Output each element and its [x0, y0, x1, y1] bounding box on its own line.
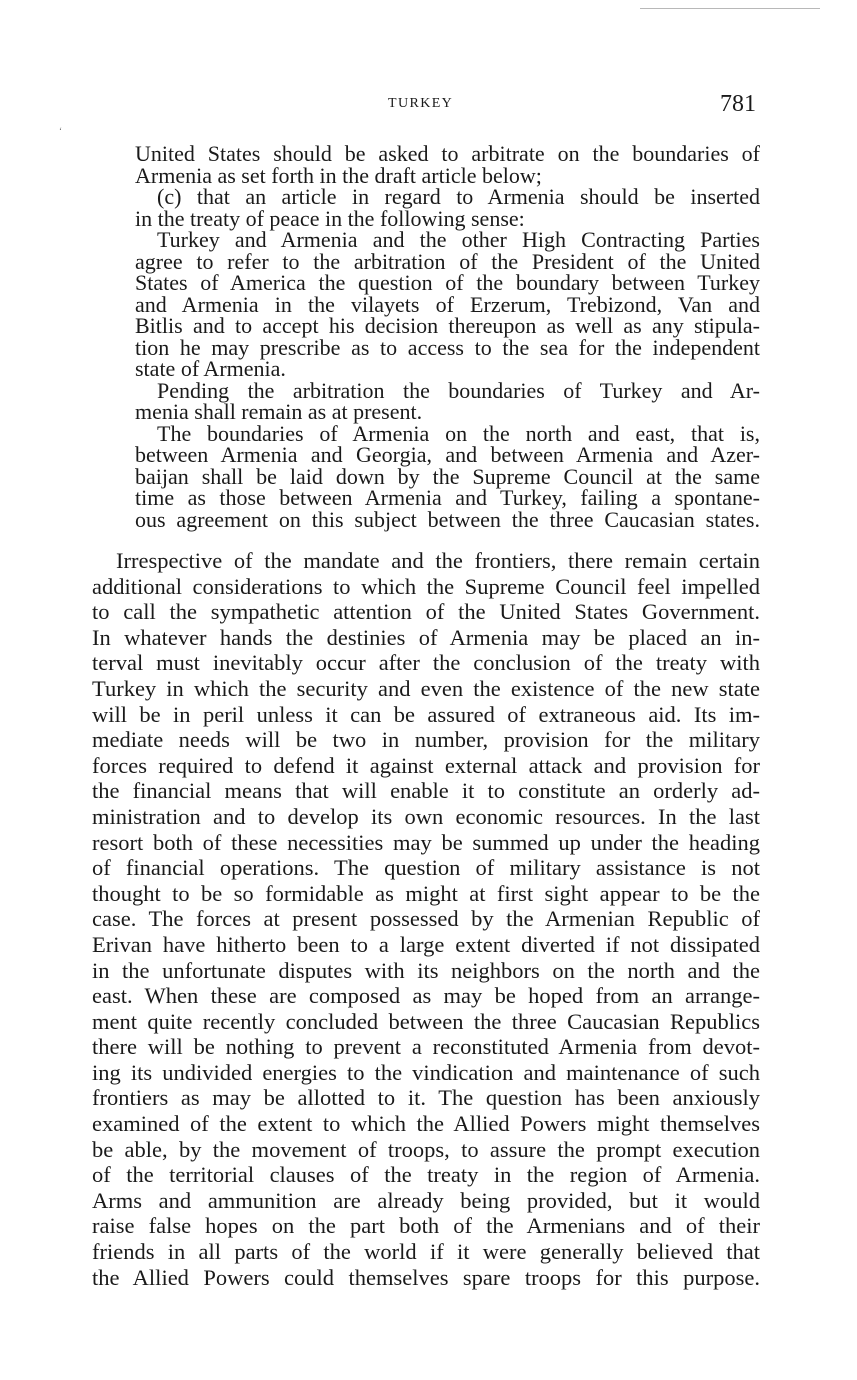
quote-line: agree to refer to the arbitration of the President of the United — [135, 248, 760, 274]
quoted-article-block — [135, 143, 760, 530]
quote-line: ous agreement on this subject between the three Caucasian states. — [135, 506, 760, 532]
paragraph-line: there will be nothing to prevent a reconstituted Armenia from devot- — [92, 1034, 760, 1060]
quote-line: Armenia as set forth in the draft article below; — [135, 162, 542, 188]
paragraph-line: friends in all parts of the world if it were generally believed that — [92, 1239, 760, 1265]
paragraph-line: resort both of these necessities may be summed up under the heading — [92, 829, 760, 855]
quote-line: menia shall remain as at present. — [135, 399, 423, 424]
paragraph-line: Irrespective of the mandate and the frontiers, there remain certain — [116, 548, 760, 573]
paragraph-line: ing its undivided energies to the vindication and maintenance of such — [92, 1059, 760, 1085]
paragraph-line: in the unfortunate disputes with its neighbors on the north and the — [92, 957, 760, 983]
paragraph-line: of the territorial clauses of the treaty in the region of Armenia. — [92, 1162, 760, 1188]
quote-line: between Armenia and Georgia, and between Armenia and Azer- — [135, 442, 760, 467]
paragraph-line: east. When these are composed as may be hoped from an arrange- — [92, 983, 760, 1009]
quote-line: tion he may prescribe as to access to the sea for the independent — [135, 334, 760, 360]
quote-line: in the treaty of peace in the following sense: — [135, 205, 525, 231]
quote-line: States of America the question of the boundary between Turkey — [135, 270, 760, 295]
paragraph-line: ministration and to develop its own economic resources. In the last — [92, 803, 760, 829]
scan-speck: ‘ — [59, 126, 62, 136]
quote-line: state of Armenia. — [135, 356, 286, 381]
paragraph-line: examined of the extent to which the Allied Powers might themselves — [92, 1111, 760, 1137]
quote-line: (c) that an article in regard to Armenia should be inserted — [157, 184, 760, 209]
quote-line: United States should be asked to arbitrate on the boundaries of — [135, 141, 760, 166]
paragraph-line: Turkey in which the security and even the existence of the new state — [92, 675, 760, 701]
paragraph-line: frontiers as may be allotted to it. The question has been anxiously — [92, 1085, 760, 1111]
paragraph-line: of financial operations. The question of military assistance is not — [92, 855, 760, 881]
quote-line: and Armenia in the vilayets of Erzerum, Trebizond, Van and — [135, 291, 760, 317]
paragraph-line: the Allied Powers could themselves spare troops for this purpose. — [92, 1264, 760, 1290]
paragraph-line: will be in peril unless it can be assured of extraneous aid. Its im- — [92, 701, 760, 727]
paragraph-line: ment quite recently concluded between the three Caucasian Republics — [92, 1008, 760, 1034]
top-rule — [640, 8, 820, 9]
paragraph-line: Erivan have hitherto been to a large extent diverted if not dissipated — [92, 931, 760, 957]
quote-line: time as those between Armenia and Turkey, failing a spontane- — [135, 485, 760, 510]
paragraph-line: mediate needs will be two in number, provision for the military — [92, 727, 760, 753]
paragraph-line: terval must inevitably occur after the conclusion of the treaty with — [92, 650, 760, 676]
paragraph-line: to call the sympathetic attention of the United States Government. — [92, 599, 760, 625]
quote-line: Bitlis and to accept his decision thereupon as well as any stipula- — [135, 313, 760, 338]
quote-line: The boundaries of Armenia on the north and east, that is, — [157, 420, 760, 446]
running-head: TURKEY — [388, 96, 454, 111]
page-number: 781 — [720, 91, 756, 117]
paragraph-line: Arms and ammunition are already being provided, but it would — [92, 1187, 760, 1213]
paragraph-line: In whatever hands the destinies of Armenia may be placed an in- — [92, 624, 760, 650]
paragraph-line: forces required to defend it against external attack and provision for — [92, 752, 760, 778]
main-paragraph — [92, 548, 760, 1290]
quote-line: Turkey and Armenia and the other High Contracting Parties — [157, 227, 760, 252]
paragraph-line: thought to be so formidable as might at first sight appear to be the — [92, 880, 760, 906]
paragraph-line: be able, by the movement of troops, to assure the prompt execution — [92, 1136, 760, 1162]
quote-line: Pending the arbitration the boundaries of Turkey and Ar- — [157, 377, 760, 403]
quote-line: baijan shall be laid down by the Supreme Council at the same — [135, 463, 760, 489]
paragraph-line: the financial means that will enable it to constitute an orderly ad- — [92, 778, 760, 804]
paragraph-line: raise false hopes on the part both of the Armenians and of their — [92, 1213, 760, 1239]
paragraph-line: case. The forces at present possessed by the Armenian Republic of — [92, 906, 760, 932]
paragraph-line: additional considerations to which the Supreme Council feel impelled — [92, 573, 760, 599]
